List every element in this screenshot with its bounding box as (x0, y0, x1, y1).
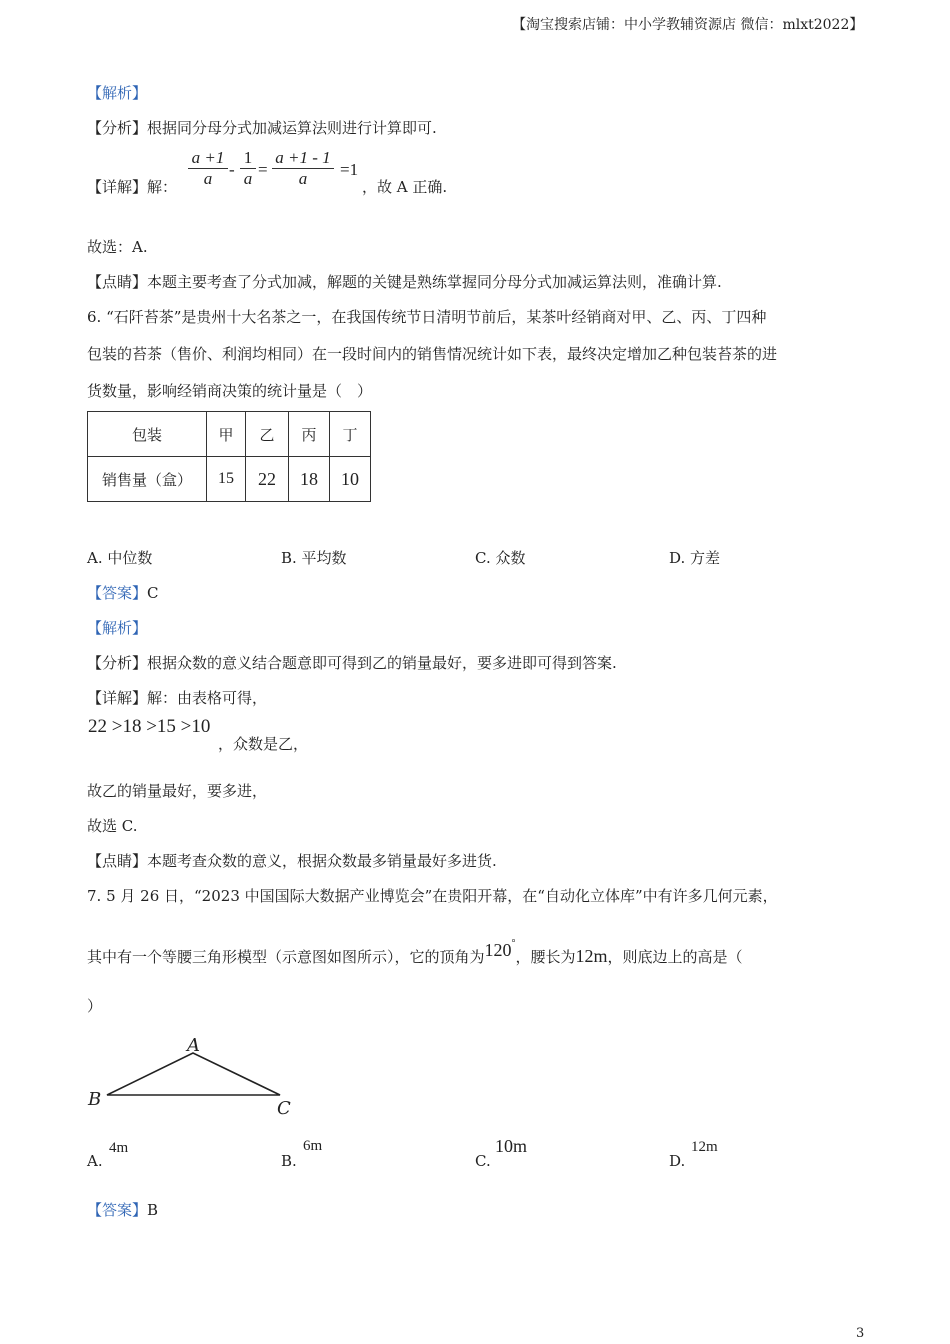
q6-dianjing (87, 850, 497, 871)
q5-fraction-2 (240, 148, 256, 189)
q6-option-c: C. 众数 (475, 549, 526, 567)
q5-dianjing-text: 本题主要考查了分式加减，解题的关键是熟练掌握同分母分式加减运算法则，准确计算. (147, 273, 722, 291)
q6-dianjing-tag: 【点睛】 (87, 852, 148, 870)
q5-fenxi-text: 根据同分母分式加减运算法则进行计算即可. (147, 119, 437, 137)
q7-stem-line-3: ） (87, 997, 103, 1015)
table-row (88, 457, 371, 502)
q7-length: 12m (575, 946, 608, 966)
q5-xiangjie-tag: 【详解】 (87, 178, 148, 196)
q6-answer (87, 582, 159, 603)
q5-dianjing (87, 271, 722, 292)
q7-option-c-letter: C. (475, 1152, 491, 1170)
table-header-cell: 甲 (207, 412, 246, 457)
table-cell: 22 (246, 457, 289, 502)
q7-angle: 120 (484, 940, 512, 960)
q5-xiangjie-suffix: ，故 A 正确. (362, 178, 448, 196)
q7-option-a-value: 4m (109, 1140, 129, 1156)
q6-option-a: A. 中位数 (87, 549, 153, 567)
q6-fenxi-tag: 【分析】 (87, 654, 148, 672)
q7-option-c-value: 10m (495, 1136, 528, 1156)
sales-table (87, 411, 371, 502)
table-cell: 15 (207, 457, 246, 502)
q6-inequality: 22 >18 >15 >10 (88, 716, 211, 737)
q7-stem-text-a: 其中有一个等腰三角形模型（示意图如图所示），它的顶角为 (87, 948, 485, 966)
q5-xiangjie-prefix (87, 176, 177, 197)
q6-fenxi-text: 根据众数的意义结合题意即可得到乙的销量最好，要多进即可得到答案. (147, 654, 617, 672)
q6-option-d: D. 方差 (669, 549, 721, 567)
q5-fraction-1-den: a (203, 169, 213, 188)
q5-fenxi (87, 117, 437, 138)
q5-dianjing-tag: 【点睛】 (87, 273, 148, 291)
page-header: 【淘宝搜索店铺：中小学教辅资源店 微信：mlxt2022】 (512, 17, 864, 33)
q6-stem-line-2: 包装的苔茶（售价、利润均相同）在一段时间内的销售情况统计如下表，最终决定增加乙种包装苔茶的进 (87, 345, 778, 363)
q6-xiangjie-text: 解：由表格可得， (147, 689, 268, 707)
vertex-label-a: A (187, 1035, 200, 1056)
table-cell: 10 (330, 457, 371, 502)
q5-guxuan: 故选：A. (87, 238, 148, 256)
q7-option-d-letter: D. (669, 1152, 686, 1170)
triangle-figure (80, 1030, 320, 1125)
q5-fraction-2-num: 1 (240, 148, 256, 169)
q6-fenxi (87, 652, 617, 673)
q6-guxuan: 故选 C. (87, 817, 138, 835)
q7-answer-value: B (147, 1201, 159, 1219)
q5-fraction-3 (272, 148, 334, 189)
q6-dianjing-text: 本题考查众数的意义，根据众数最多销量最好多进货. (147, 852, 497, 870)
q7-degree-sign: ° (511, 938, 516, 949)
table-row (88, 412, 371, 457)
q7-stem-text-c: ，则底边上的高是（ (607, 948, 743, 966)
q7-option-b-value: 6m (303, 1138, 323, 1154)
q6-conclusion: 故乙的销量最好，要多进， (87, 782, 268, 800)
q6-stem-line-1: 6. “石阡苔茶”是贵州十大名茶之一，在我国传统节日清明节前后，某茶叶经销商对甲、乙、丙、丁四种 (87, 308, 767, 326)
q7-stem-line-2 (87, 938, 743, 967)
q7-option-d-value: 12m (691, 1139, 718, 1155)
q5-jiexi-label: 【解析】 (87, 84, 148, 102)
table-header-cell: 丙 (289, 412, 330, 457)
triangle-abc (107, 1053, 280, 1095)
q6-jiexi-label: 【解析】 (87, 619, 148, 637)
q6-option-b: B. 平均数 (281, 549, 347, 567)
q5-fraction-3-den: a (298, 169, 308, 188)
q6-xiangjie-tag: 【详解】 (87, 689, 148, 707)
q5-xiangjie-prefix-text: 解： (147, 178, 178, 196)
q5-minus-sign: - (229, 160, 235, 179)
vertex-label-b: B (88, 1089, 102, 1110)
q7-option-a-letter: A. (87, 1152, 103, 1170)
q5-fraction-1 (188, 148, 228, 189)
table-header-cell: 乙 (246, 412, 289, 457)
table-cell: 销售量（盒） (88, 457, 207, 502)
page-number: 3 (856, 1326, 865, 1341)
q6-answer-tag: 【答案】 (87, 584, 148, 602)
q5-fraction-1-num: a +1 (188, 148, 228, 169)
q7-answer-tag: 【答案】 (87, 1201, 148, 1219)
q6-inequality-suffix: ，众数是乙， (218, 735, 309, 753)
table-header-cell: 包装 (88, 412, 207, 457)
q6-stem-line-3: 货数量，影响经销商决策的统计量是（ ） (87, 382, 373, 400)
vertex-label-c: C (277, 1098, 291, 1119)
q5-fraction-3-num: a +1 - 1 (272, 148, 334, 169)
table-cell: 18 (289, 457, 330, 502)
q6-xiangjie (87, 687, 267, 708)
q7-answer (87, 1199, 158, 1220)
q5-fraction-2-den: a (243, 169, 253, 188)
q7-stem-text-b: ，腰长为 (515, 948, 576, 966)
table-header-cell: 丁 (330, 412, 371, 457)
q6-answer-value: C (147, 584, 159, 602)
q7-option-b-letter: B. (281, 1152, 297, 1170)
q5-equals-sign: = (258, 160, 268, 179)
q5-fenxi-tag: 【分析】 (87, 119, 148, 137)
q7-stem-line-1: 7. 5 月 26 日，“2023 中国国际大数据产业博览会”在贵阳开幕，在“自动化立体库”中有许多几何元素， (87, 887, 778, 905)
q5-equation-result: =1 (340, 160, 359, 179)
